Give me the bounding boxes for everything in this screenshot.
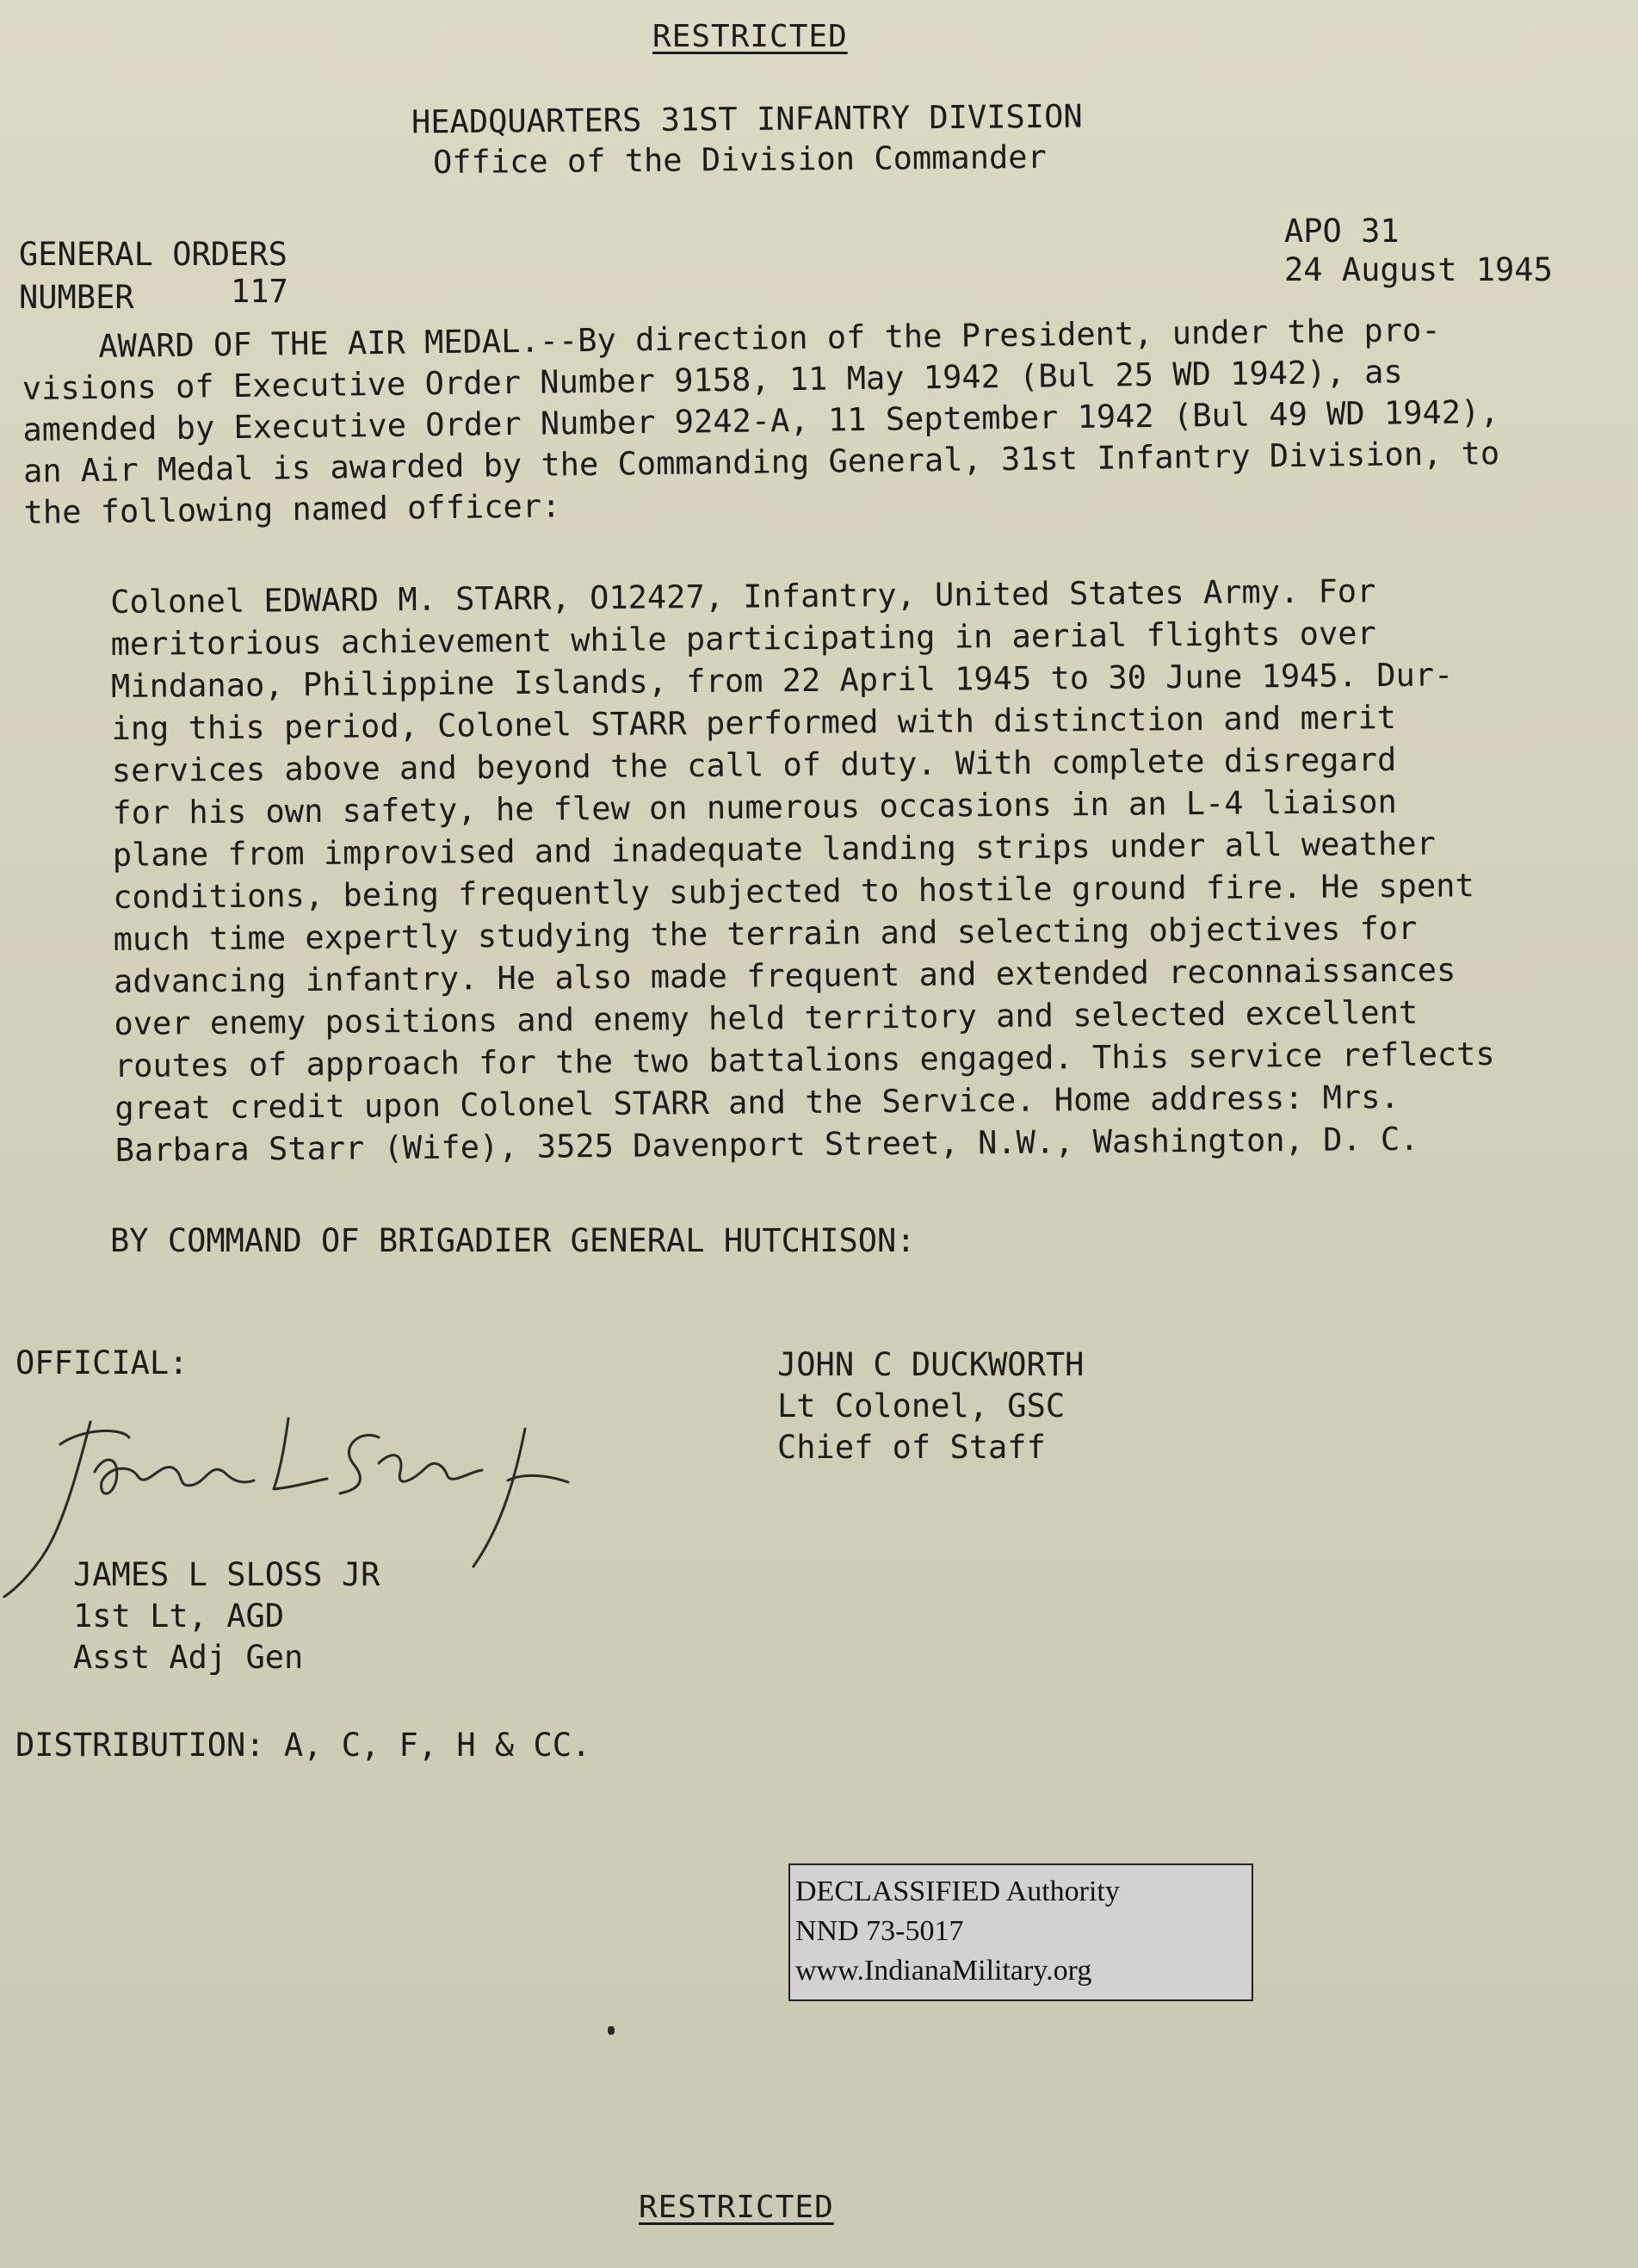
citation-line: services above and beyond the call of duty. With complete disregard — [111, 740, 1397, 789]
distribution-line: DISTRIBUTION: A, C, F, H & CC. — [15, 1727, 591, 1764]
office-heading: Office of the Division Commander — [432, 138, 1047, 182]
award-line: amended by Executive Order Number 9242-A, 11 September 1942 (Bul 49 WD 1942), — [22, 393, 1499, 448]
order-date: 24 August 1945 — [1284, 251, 1553, 288]
award-line: an Air Medal is awarded by the Commanding General, 31st Infantry Division, to — [22, 435, 1500, 490]
apo-number: APO 31 — [1284, 213, 1400, 250]
award-line: AWARD OF THE AIR MEDAL.--By direction of the President, under the pro- — [22, 311, 1441, 366]
citation-line: over enemy positions and enemy held territory and selected excellent — [114, 993, 1419, 1042]
citation-paragraph — [110, 568, 1613, 1171]
award-line: the following named officer: — [23, 487, 561, 531]
citation-line: much time expertly studying the terrain and selecting objectives for — [113, 909, 1418, 958]
headquarters-heading: HEADQUARTERS 31ST INFANTRY DIVISION — [411, 97, 1083, 141]
signatory-title: Asst Adj Gen — [73, 1639, 304, 1676]
chief-of-staff-title: Chief of Staff — [777, 1429, 1046, 1466]
citation-line: great credit upon Colonel STARR and the Service. Home address: Mrs. — [114, 1078, 1400, 1127]
citation-line: ing this period, Colonel STARR performed with distinction and merit — [111, 698, 1397, 747]
signatory-block — [73, 1554, 380, 1678]
stamp-line-2: NND 73-5017 — [795, 1915, 964, 1947]
citation-line: Colonel EDWARD M. STARR, O12427, Infantry, United States Army. For — [110, 572, 1376, 621]
citation-line: routes of approach for the two battalions engaged. This service reflects — [114, 1035, 1495, 1085]
signatory-rank: 1st Lt, AGD — [73, 1597, 285, 1635]
citation-line: Barbara Starr (Wife), 3525 Davenport Street, N.W., Washington, D. C. — [114, 1120, 1419, 1169]
declassified-stamp — [788, 1863, 1253, 2001]
command-line: BY COMMAND OF BRIGADIER GENERAL HUTCHISON: — [110, 1222, 916, 1259]
order-number: 117 — [231, 273, 288, 310]
classification-bottom: RESTRICTED — [639, 2190, 834, 2225]
citation-line: for his own safety, he flew on numerous occasions in an L-4 liaison — [112, 782, 1397, 831]
citation-line: Mindanao, Philippine Islands, from 22 April 1945 to 30 June 1945. Dur- — [110, 656, 1454, 705]
number-label: NUMBER — [19, 279, 134, 316]
citation-line: meritorious achievement while participating in aerial flights over — [110, 615, 1376, 663]
ink-speck — [608, 2026, 615, 2035]
award-line: visions of Executive Order Number 9158, 11 May 1942 (Bul 25 WD 1942), as — [22, 353, 1403, 407]
general-orders-label: GENERAL ORDERS — [19, 236, 287, 273]
chief-of-staff-block — [777, 1344, 1084, 1468]
chief-of-staff-rank: Lt Colonel, GSC — [777, 1387, 1066, 1424]
citation-line: plane from improvised and inadequate landing strips under all weather — [112, 825, 1436, 874]
chief-of-staff-name: JOHN C DUCKWORTH — [777, 1346, 1085, 1383]
classification-top: RESTRICTED — [652, 19, 848, 54]
official-label: OFFICIAL: — [15, 1344, 189, 1381]
stamp-line-3: www.IndianaMilitary.org — [795, 1955, 1092, 1987]
stamp-line-1: DECLASSIFIED Authority — [795, 1876, 1120, 1907]
citation-line: conditions, being frequently subjected to hostile ground fire. He spent — [113, 867, 1474, 916]
award-paragraph — [22, 308, 1556, 534]
citation-line: advancing infantry. He also made frequent and extended reconnaissances — [113, 951, 1456, 1000]
signatory-name: JAMES L SLOSS JR — [73, 1556, 380, 1593]
